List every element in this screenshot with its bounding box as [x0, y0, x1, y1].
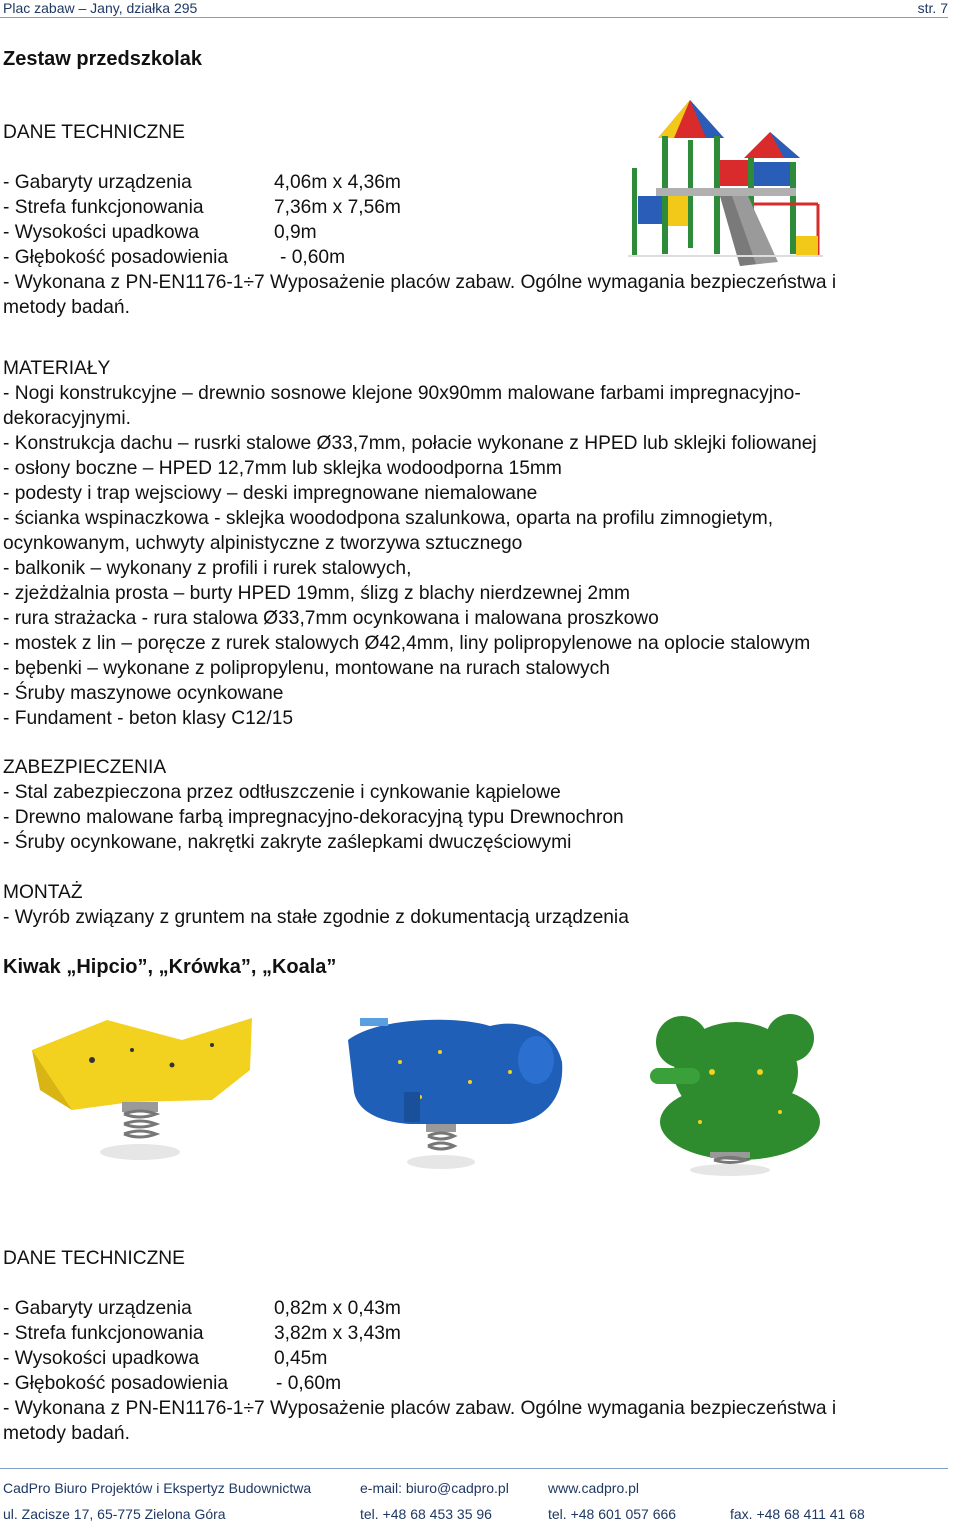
- page-number: str. 7: [917, 0, 948, 16]
- footer-address: ul. Zacisze 17, 65-775 Zielona Góra: [3, 1506, 226, 1522]
- spring-rocker-koala-image: [640, 1012, 835, 1177]
- rocker-title: Kiwak „Hipcio”, „Krówka”, „Koala”: [3, 956, 337, 978]
- material-item: - bębenki – wykonane z polipropylenu, montowane na rurach stalowych: [3, 658, 610, 679]
- spec-value: 7,36m x 7,56m: [274, 197, 401, 218]
- norm-line: - Wykonana z PN-EN1176-1÷7 Wyposażenie placów zabaw. Ogólne wymagania bezpieczeństwa i: [3, 272, 837, 293]
- spec-label: - Głębokość posadowienia: [3, 1373, 229, 1394]
- spring-rocker-cow-image: [340, 1012, 565, 1172]
- footer-www: www.cadpro.pl: [548, 1480, 640, 1496]
- header-divider: [0, 17, 948, 18]
- material-item: - mostek z lin – poręcze z rurek stalowych Ø42,4mm, liny polipropylenowe na oplocie stalowym: [3, 633, 811, 654]
- spec-label: - Głębokość posadowienia: [3, 247, 229, 268]
- spec-label: - Strefa funkcjonowania: [3, 1323, 204, 1344]
- spec-label: - Strefa funkcjonowania: [3, 197, 204, 218]
- header-title: Plac zabaw – Jany, działka 295: [3, 0, 198, 16]
- material-item: ocynkowanym, uchwyty alpinistyczne z tworzywa sztucznego: [3, 533, 523, 554]
- norm-line: metody badań.: [3, 297, 130, 318]
- spec-value: 3,82m x 3,43m: [274, 1323, 401, 1344]
- footer-email: e-mail: biuro@cadpro.pl: [360, 1480, 509, 1496]
- spec-value: 4,06m x 4,36m: [274, 172, 401, 193]
- footer-fax: fax. +48 68 411 41 68: [730, 1506, 865, 1522]
- assembly-item: - Wyrób związany z gruntem na stałe zgodnie z dokumentacją urządzenia: [3, 907, 629, 928]
- spec-value: 0,82m x 0,43m: [274, 1298, 401, 1319]
- protection-item: - Śruby ocynkowane, nakrętki zakryte zaślepkami dwuczęściowymi: [3, 832, 572, 853]
- spec-label: - Wysokości upadkowa: [3, 222, 200, 243]
- norm-line: metody badań.: [3, 1423, 130, 1444]
- material-item: - zjeżdżalnia prosta – burty HPED 19mm, ślizg z blachy nierdzewnej 2mm: [3, 583, 631, 604]
- tech-heading: DANE TECHNICZNE: [3, 122, 185, 143]
- spec-label: - Gabaryty urządzenia: [3, 172, 192, 193]
- material-item: - ścianka wspinaczkowa - sklejka woododpona szalunkowa, oparta na profilu zimnogietym,: [3, 508, 774, 529]
- assembly-heading: MONTAŻ: [3, 882, 83, 903]
- spec-value: - 0,60m: [280, 247, 346, 268]
- footer-divider: [0, 1468, 948, 1469]
- spec-value: 0,9m: [274, 222, 317, 243]
- tech-heading: DANE TECHNICZNE: [3, 1248, 185, 1269]
- spring-rocker-hippo-image: [12, 1010, 262, 1165]
- materials-heading: MATERIAŁY: [3, 358, 111, 379]
- spec-value: 0,45m: [274, 1348, 328, 1369]
- material-item: - podesty i trap wejsciowy – deski impregnowane niemalowane: [3, 483, 538, 504]
- protection-item: - Stal zabezpieczona przez odtłuszczenie i cynkowanie kąpielowe: [3, 782, 561, 803]
- protection-heading: ZABEZPIECZENIA: [3, 757, 167, 778]
- protection-item: - Drewno malowane farbą impregnacyjno-dekoracyjną typu Drewnochron: [3, 807, 624, 828]
- playground-set-image: [628, 96, 823, 268]
- material-item: - Śruby maszynowe ocynkowane: [3, 683, 284, 704]
- set-title: Zestaw przedszkolak: [3, 48, 202, 70]
- material-item: - Nogi konstrukcyjne – drewnio sosnowe klejone 90x90mm malowane farbami impregnacyjno-: [3, 383, 801, 404]
- spec-label: - Wysokości upadkowa: [3, 1348, 200, 1369]
- spec-label: - Gabaryty urządzenia: [3, 1298, 192, 1319]
- material-item: - Fundament - beton klasy C12/15: [3, 708, 294, 729]
- spec-value: - 0,60m: [276, 1373, 342, 1394]
- footer-tel1: tel. +48 68 453 35 96: [360, 1506, 492, 1522]
- material-item: - Konstrukcja dachu – rusrki stalowe Ø33,7mm, połacie wykonane z HPED lub sklejki foliowanej: [3, 433, 817, 454]
- footer-company: CadPro Biuro Projektów i Ekspertyz Budownictwa: [3, 1480, 312, 1496]
- material-item: - osłony boczne – HPED 12,7mm lub sklejka wodoodporna 15mm: [3, 458, 562, 479]
- material-item: - balkonik – wykonany z profili i rurek stalowych,: [3, 558, 412, 579]
- material-item: - rura strażacka - rura stalowa Ø33,7mm ocynkowana i malowana proszkowo: [3, 608, 659, 629]
- material-item: dekoracyjnymi.: [3, 408, 131, 429]
- norm-line: - Wykonana z PN-EN1176-1÷7 Wyposażenie placów zabaw. Ogólne wymagania bezpieczeństwa i: [3, 1398, 837, 1419]
- footer-tel2: tel. +48 601 057 666: [548, 1506, 677, 1522]
